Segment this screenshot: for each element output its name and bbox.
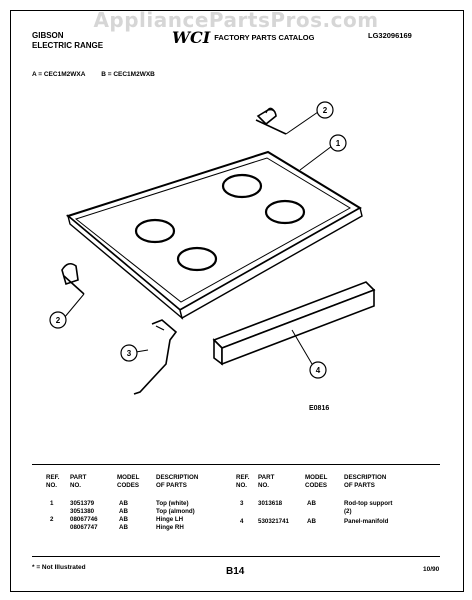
model-b: B = CEC1M2WXB [101, 71, 155, 78]
row-4-codes: AB [307, 518, 316, 525]
hinge-part-lower [62, 264, 84, 294]
callout-2-upper-label: 2 [322, 106, 328, 115]
callout-3-label: 3 [126, 349, 132, 358]
part-number: 08067747 [70, 523, 98, 531]
document-code: LG32096169 [368, 31, 412, 40]
cooktop-top-part [68, 152, 362, 318]
wci-logo: WCI [172, 28, 211, 47]
row-2-codes: AB AB [119, 516, 128, 531]
part-number: 08067746 [70, 516, 98, 523]
table-top-rule [32, 464, 440, 465]
callout-1-label: 1 [335, 139, 341, 148]
manifold-panel-part [214, 282, 374, 364]
part-number: 3013618 [258, 500, 283, 507]
header-part-no-right: PART NO. [258, 474, 275, 489]
row-2-ref: 2 [50, 516, 54, 523]
header-ref-no: REF. NO. [46, 474, 60, 489]
burner-opening-right-front [266, 201, 304, 223]
header-description: DESCRIPTION OF PARTS [156, 474, 199, 489]
part-number: 530321741 [258, 518, 289, 525]
row-3-codes: AB [307, 500, 316, 507]
callout-4-label: 4 [315, 366, 321, 375]
header-ref-no-right: REF. NO. [236, 474, 250, 489]
callout-4 [310, 362, 326, 378]
not-illustrated-note: * = Not Illustrated [32, 564, 86, 571]
callout-2-upper [317, 102, 333, 118]
revision-date: 10/90 [423, 566, 440, 573]
header-description-right: DESCRIPTION OF PARTS [344, 474, 387, 489]
header-model-codes-right: MODEL CODES [305, 474, 328, 489]
burner-opening-left-rear [136, 220, 174, 242]
row-4-parts [258, 518, 289, 526]
part-number: 3051379 [70, 500, 95, 507]
burner-opening-right-rear [223, 175, 261, 197]
row-1-parts [70, 500, 94, 515]
row-3-description: Rod-top support (2) [344, 500, 393, 515]
model-a: A = CEC1M2WXA [32, 71, 86, 78]
support-rod-part [134, 320, 176, 394]
part-number: 3051380 [70, 507, 95, 515]
row-4-description: Panel-manifold [344, 518, 389, 525]
row-2-description: Hinge LH Hinge RH [156, 516, 184, 531]
hinge-part-upper [256, 108, 286, 134]
product-type: ELECTRIC RANGE [32, 41, 104, 50]
header-model-codes: MODEL CODES [117, 474, 140, 489]
callout-2-lower [50, 312, 66, 328]
row-3-parts [258, 500, 282, 508]
row-4-ref: 4 [240, 518, 244, 525]
header-part-no: PART NO. [70, 474, 87, 489]
row-1-codes: AB AB [119, 500, 128, 515]
brand-name: GIBSON [32, 31, 64, 40]
figure-code: E0816 [309, 405, 330, 412]
burner-opening-left-front [178, 248, 216, 270]
row-1-ref: 1 [50, 500, 54, 507]
page-number: B14 [226, 566, 245, 577]
row-1-description: Top (white) Top (almond) [156, 500, 195, 515]
row-2-parts [70, 516, 98, 531]
catalog-label: FACTORY PARTS CATALOG [214, 33, 315, 42]
callout-2-lower-label: 2 [55, 316, 61, 325]
watermark: AppliancePartsPros.com [93, 8, 379, 32]
table-bottom-rule [32, 556, 440, 557]
callout-1 [330, 135, 346, 151]
callout-3 [121, 345, 137, 361]
row-3-ref: 3 [240, 500, 244, 507]
